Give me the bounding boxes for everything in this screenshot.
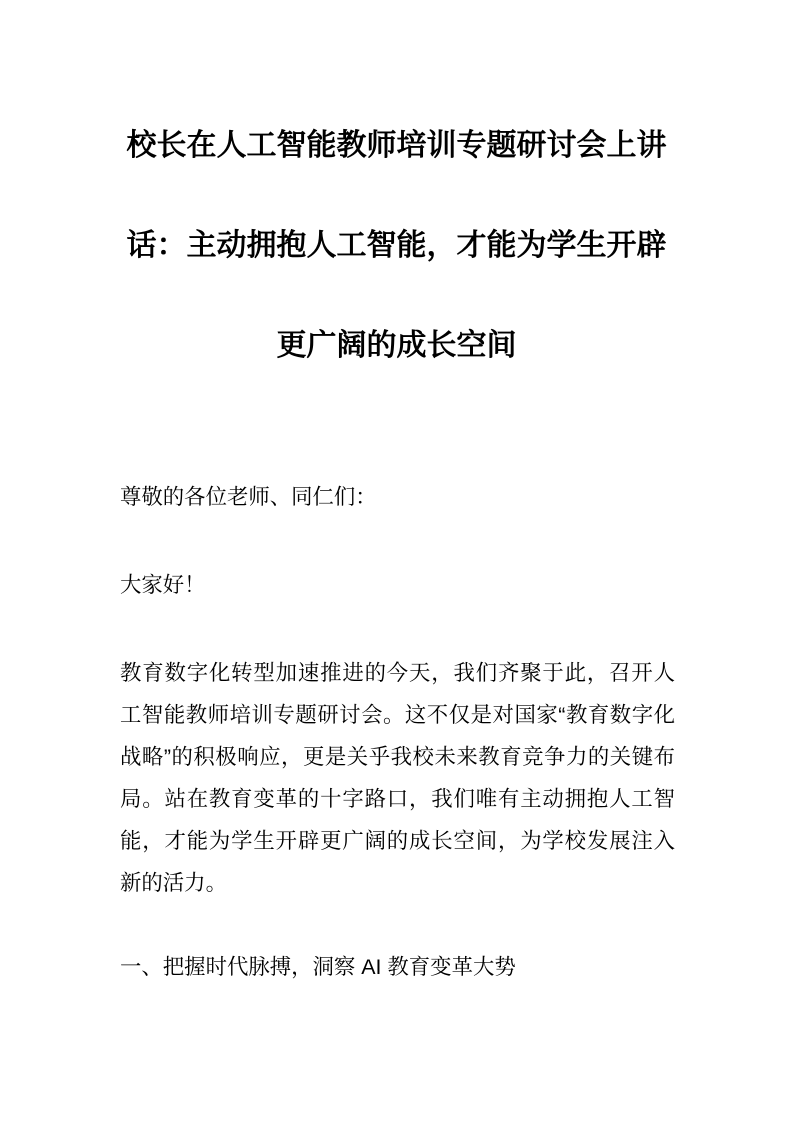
salutation-paragraph: 尊敬的各位老师、同仁们：: [120, 485, 377, 509]
greeting-paragraph: 大家好！: [120, 573, 206, 597]
section-heading-1: 一、把握时代脉搏，洞察 AI 教育变革大势: [120, 955, 516, 979]
intro-paragraph: 教育数字化转型加速推进的今天，我们齐聚于此，召开人工智能教师培训专题研讨会。这不仅是对国家“教育数字化战略”的积极响应，更是关乎我校未来教育竞争力的关键布局。站在教育变革的十字路口，我们唯有主动拥抱人工智能，才能为学生开辟更广阔的成长空间，为学校发展注入新的活力。: [120, 661, 675, 895]
document-title: 校长在人工智能教师培训专题研讨会上讲话：主动拥抱人工智能，才能为学生开辟更广阔的成长空间: [126, 129, 667, 362]
